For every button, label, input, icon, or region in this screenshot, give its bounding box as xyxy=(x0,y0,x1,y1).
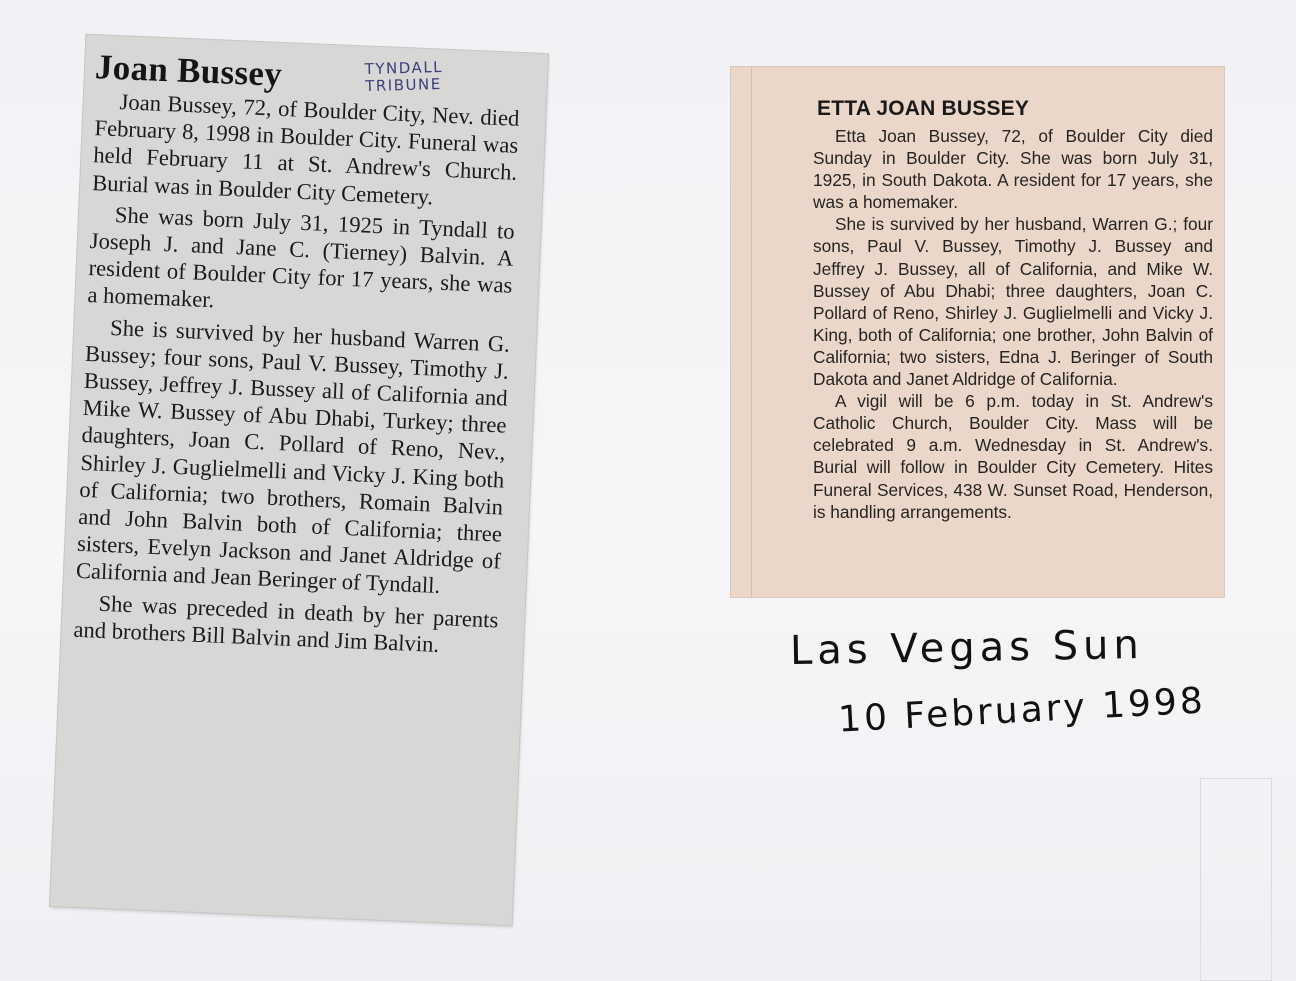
handwritten-source-label xyxy=(789,621,1250,765)
publication-date: 10 February 1998 xyxy=(837,680,1207,741)
las-vegas-sun-clipping xyxy=(731,67,1224,597)
obituary-paragraph: She was preceded in death by her parents and brothers Bill Balvin and Jim Balvin. xyxy=(73,590,499,657)
bleed-through-frame xyxy=(1200,778,1272,981)
obituary-paragraph: She is survived by her husband, Warren G.; four sons, Paul V. Bussey, Timothy J. Bussey and Jeffrey J. Bussey, all of California, and Mike W. Bussey of Abu Dhabi; three daughters, Joan C. Pollard of Reno, Shirley J. Guglielmelli and Vicky J. King, both of California; one brother, John Balvin of California; two sisters, Edna J. Beringer of South Dakota and Janet Aldridge of California. xyxy=(813,214,1213,390)
obituary-paragraph: Etta Joan Bussey, 72, of Boulder City died Sunday in Boulder City. She was born July 31, 1925, in South Dakota. A resident for 17 years, she was a homemaker. xyxy=(813,126,1213,213)
newspaper-name: Las Vegas Sun xyxy=(789,621,1145,675)
tyndall-tribune-clipping xyxy=(50,35,548,926)
obituary-paragraph: A vigil will be 6 p.m. today in St. Andrew's Catholic Church, Boulder City. Mass will be celebrated 9 a.m. Wednesday in St. Andrew's. Burial will follow in Boulder City Cemetery. Hites Funeral Services, 438 W. Sunset Road, Henderson, is handling arrangements. xyxy=(813,391,1213,522)
obituary-paragraph: She was born July 31, 1925 in Tyndall to Joseph J. and Jane C. (Tierney) Balvin. A resident of Boulder City for 17 years, she was a homemaker. xyxy=(87,201,516,313)
clipping-body xyxy=(813,125,1213,523)
obituary-paragraph: She is survived by her husband Warren G. Bussey; four sons, Paul V. Bussey, Timothy J. Bussey, Jeffrey J. Bussey all of California and Mike W. Bussey of Abu Dhabi, Turkey; three daughters, Joan C. Pollard of Reno, Nev., Shirley J. Guglielmelli and Vicky J. King both of California; two brothers, Romain Balvin and John Balvin both of California; three sisters, Evelyn Jackson and Janet Aldridge of California and Jean Beringer of Tyndall. xyxy=(75,314,511,599)
handwritten-note-line: TRIBUNE xyxy=(364,75,442,96)
clipping-title: ETTA JOAN BUSSEY xyxy=(817,97,1030,120)
handwritten-note-line: TYNDALL xyxy=(364,57,444,79)
clipping-title: Joan Bussey xyxy=(94,47,283,94)
obituary-paragraph: Joan Bussey, 72, of Boulder City, Nev. died February 8, 1998 in Boulder City. Funeral was held February 11 at St. Andrew's Church. Burial was in Boulder City Cemetery. xyxy=(91,89,520,209)
clipping-body xyxy=(73,87,520,664)
handwritten-source-note xyxy=(365,59,444,95)
